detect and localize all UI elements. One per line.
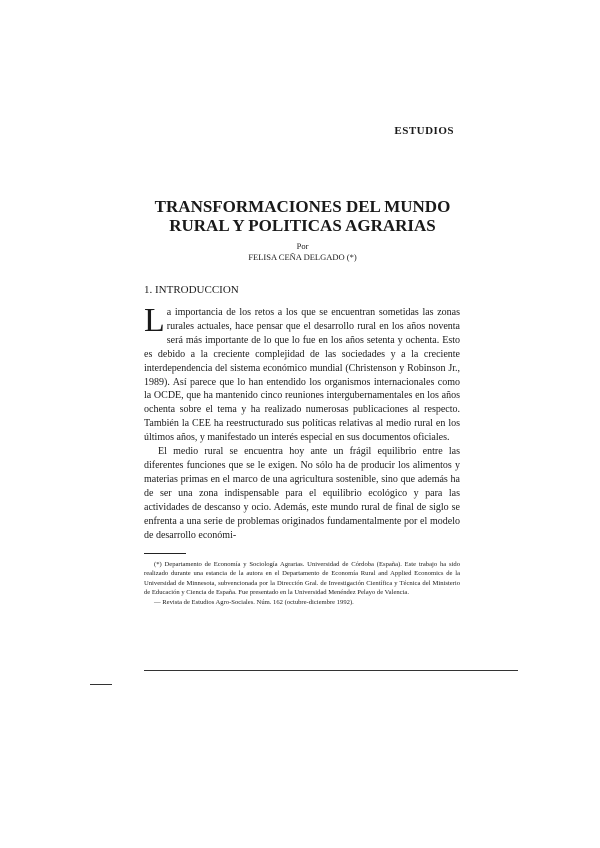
footnote-1: (*) Departamento de Economía y Sociología Agrarias. Universidad de Córdoba (España). Este trabajo ha sido realizado durante una estancia de la autora en el Departamento de Economía Rural and Applied Economics de la Universidad de Minnesota, subvencionada por la Dirección Gral. de Investigación Científica y Técnica del Ministerio de Educación y Ciencia de España. Fue presentado en la Universidad Menéndez Pelayo de Valencia. [144,561,460,597]
bottom-mark [90,684,112,685]
body-text [144,302,460,542]
footnote-separator [144,553,186,554]
author-name: FELISA CEÑA DELGADO (*) [248,252,357,262]
byline-por: Por [296,241,309,251]
section-heading: 1. INTRODUCCION [144,284,239,296]
section-tag: ESTUDIOS [394,125,454,137]
paragraph-2: El medio rural se encuentra hoy ante un frágil equilibrio entre las diferentes funciones que se le exigen. No sólo ha de producir los alimentos y materias primas en el marco de una agricultura sostenible, sino que además ha de ser una zona indispensable para el equilibrio ecológico y para las actividades de descanso y ocio. Además, este mundo rural de final de siglo se enfrenta a una serie de problemas originados fundamentalmente por el modelo de desarrollo económi- [144,446,460,541]
drop-cap: L [144,302,165,339]
title-line-2: RURAL Y POLITICAS AGRARIAS [169,216,436,235]
byline [140,241,465,263]
paragraph-1-text: a importancia de los retos a los que se encuentran sometidas las zonas rurales actuales, hace pensar que el desarrollo rural en los años noventa será más importante de lo que lo fue en los años setenta y ochenta. Esto es debido a la creciente complejidad de las sociedades y a la creciente interdependencia del sistema económico mundial (Christenson y Robinson Jr., 1989). Así parece que lo han entendido los organismos internacionales como la OCDE, que ha mantenido cinco reuniones intergubernamentales en los años ochenta sobre el tema y ha realizado numerosas publicaciones al respecto. También la CEE ha reestructurado sus políticas relativas al medio rural en los últimos años, y manifestado un interés especial en sus documentos oficiales. [144,307,460,444]
footnotes [144,560,460,607]
footnote-2: — Revista de Estudios Agro-Sociales. Núm. 162 (octubre-diciembre 1992). [154,598,354,606]
paragraph-1 [144,302,460,445]
article-title [140,197,465,235]
title-line-1: TRANSFORMACIONES DEL MUNDO [154,197,451,216]
bottom-rule [144,670,518,671]
